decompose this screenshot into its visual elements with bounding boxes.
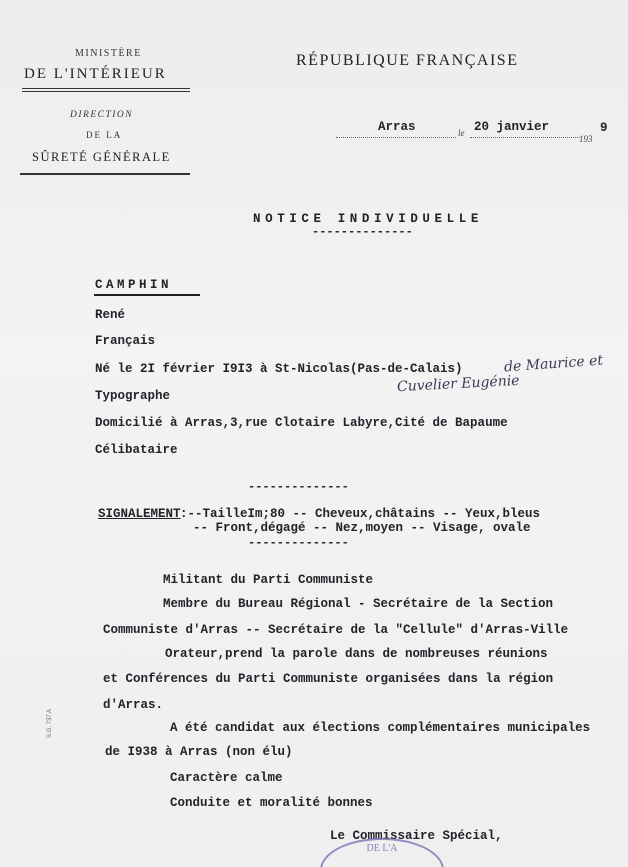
birth-info: Né le 2I février I9I3 à St-Nicolas(Pas-de-Calais): [95, 362, 463, 376]
body-line-10: Conduite et moralité bonnes: [170, 796, 373, 810]
signalement-label: SIGNALEMENT: [98, 507, 181, 521]
surete-label: SÛRETÉ GÉNÉRALE: [32, 150, 171, 164]
civil-status: Célibataire: [95, 443, 178, 457]
ministere-label: MINISTÈRE: [75, 48, 142, 59]
header-left-double-rule-1: [22, 88, 190, 89]
domicile: Domicilié à Arras,3,rue Clotaire Labyre,Cité de Bapaume: [95, 416, 508, 430]
body-line-1: Militant du Parti Communiste: [163, 573, 374, 587]
side-mark-text: S.G. 737 A: [47, 708, 53, 738]
surname: CAMPHIN: [95, 278, 173, 292]
signature-line: Le Commissaire Spécial,: [330, 829, 503, 843]
body-line-3: Communiste d'Arras -- Secrétaire de la "Cellule" d'Arras-Ville: [103, 623, 569, 637]
header-left-double-rule-2: [22, 91, 190, 92]
interieur-label: DE L'INTÉRIEUR: [24, 66, 167, 82]
signalement-bottom-dashes: --------------: [248, 536, 349, 550]
stamp-text: DE L'A: [366, 843, 398, 854]
body-line-8: de I938 à Arras (non élu): [105, 745, 293, 759]
profession: Typographe: [95, 389, 171, 403]
date-dots: [470, 137, 580, 138]
year-prefix: 193: [579, 134, 593, 144]
date-field: 20 janvier: [474, 120, 550, 134]
handwritten-note-parents: de Maurice et: [503, 352, 604, 376]
signalement-top-dashes: --------------: [248, 480, 349, 494]
body-line-7: A été candidat aux élections complémentaires municipales: [170, 721, 591, 735]
republique-label: RÉPUBLIQUE FRANÇAISE: [296, 52, 519, 69]
signalement-line-1: :--TailleIm;80 -- Cheveux,châtains -- Yeux,bleus: [180, 507, 541, 521]
direction-label: DIRECTION: [70, 110, 134, 120]
de-la-label: DE LA: [86, 130, 123, 140]
document-title: NOTICE INDIVIDUELLE: [253, 212, 483, 226]
year-suffix: 9: [600, 121, 608, 135]
header-left-bottom-rule: [20, 173, 190, 175]
body-line-4: Orateur,prend la parole dans de nombreuses réunions: [165, 647, 548, 661]
le-label: le: [458, 128, 465, 138]
handwritten-note-mother: Cuvelier Eugénie: [396, 372, 520, 396]
body-line-5: et Conférences du Parti Communiste organisées dans la région: [103, 672, 554, 686]
city-field: Arras: [378, 120, 416, 134]
body-line-2: Membre du Bureau Régional - Secrétaire de la Section: [163, 597, 554, 611]
signalement-line-2: -- Front,dégagé -- Nez,moyen -- Visage, ovale: [193, 521, 531, 535]
side-reference-mark: [40, 677, 58, 747]
city-dots: [336, 137, 456, 138]
nationality: Français: [95, 334, 156, 348]
surname-underline: [94, 294, 200, 296]
body-line-9: Caractère calme: [170, 771, 283, 785]
firstname: René: [95, 308, 126, 322]
title-underline: --------------: [312, 225, 413, 239]
body-line-6: d'Arras.: [103, 698, 164, 712]
